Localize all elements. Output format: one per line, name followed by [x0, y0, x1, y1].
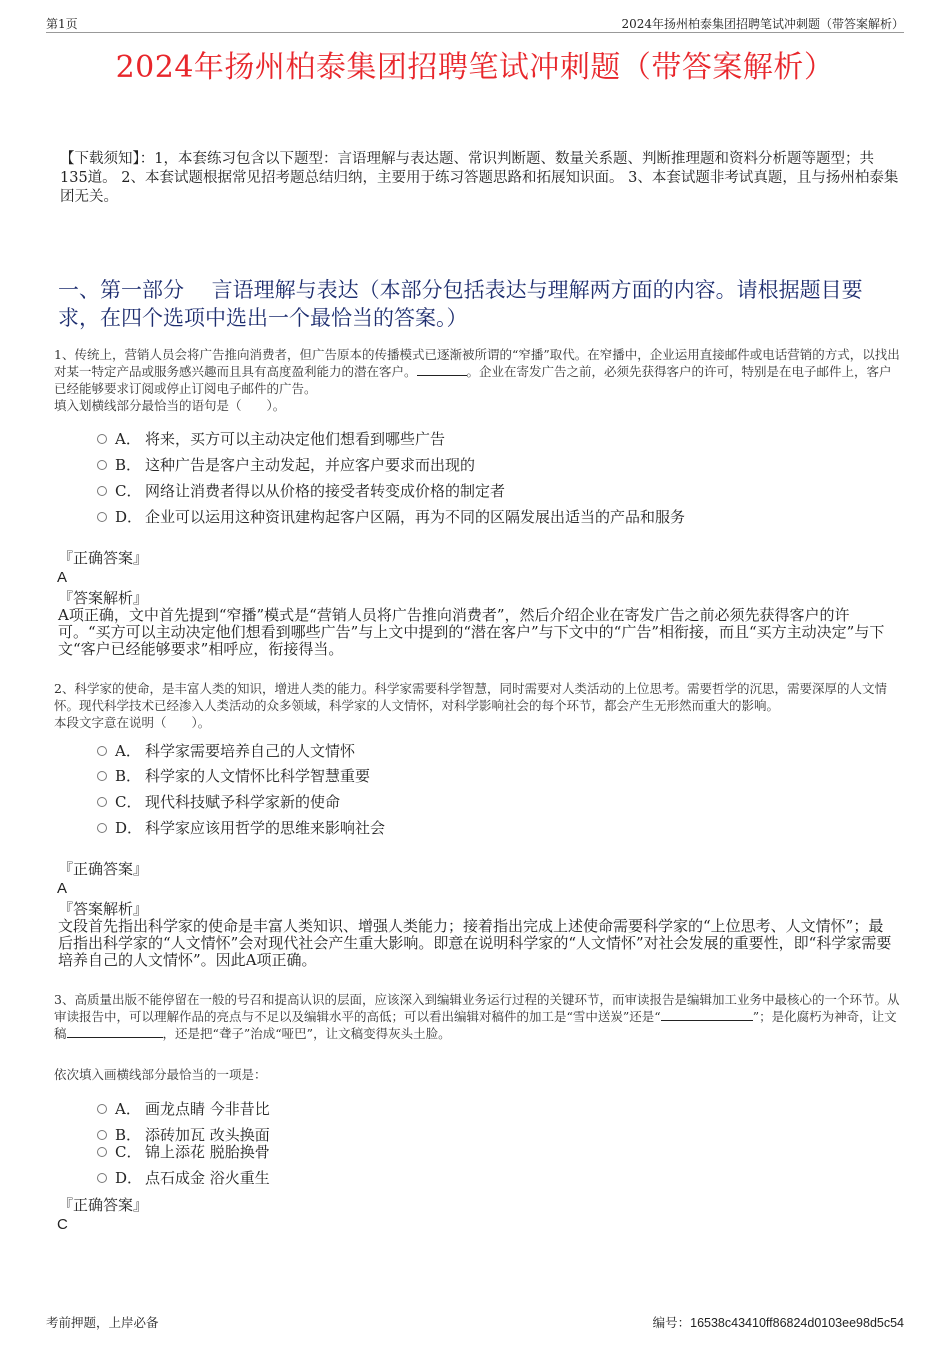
- question-2-option-d[interactable]: D． 科学家应该用哲学的思维来影响社会: [97, 818, 385, 838]
- question-3-option-d[interactable]: D． 点石成金 浴火重生: [97, 1168, 270, 1188]
- radio-icon[interactable]: [97, 1130, 107, 1140]
- question-1-option-c[interactable]: C． 网络让消费者得以从价格的接受者转变成价格的制定者: [97, 481, 505, 501]
- question-2-analysis: 文段首先指出科学家的使命是丰富人类知识、增强人类能力；接着指出完成上述使命需要科学家的“上位思考、人文情怀”；最后指出科学家的“人文情怀”会对现代社会产生重大影响。即意在说明科学家的“人文情怀”对社会发展的重要性，即“科学家需要培养自己的人文情怀”。因此A项正确。: [58, 917, 892, 969]
- question-2-option-a[interactable]: A． 科学家需要培养自己的人文情怀: [97, 741, 355, 761]
- question-3-answer: C: [57, 1216, 68, 1233]
- question-2-prompt: 本段文字意在说明（ ）。: [54, 715, 211, 730]
- question-2-option-c[interactable]: C． 现代科技赋予科学家新的使命: [97, 792, 340, 812]
- question-1-option-d[interactable]: D． 企业可以运用这种资讯建构起客户区隔，再为不同的区隔发展出适当的产品和服务: [97, 507, 685, 527]
- question-3-text-a: 3、高质量出版不能停留在一般的号召和提高认识的层面，应该深入到编辑业务运行过程的关键环节，而审读报告是编辑加工业务中最核心的一个环节。从审读报告中，可以理解作品的亮点与不足以及编辑水平的高低；可以看出编辑对稿件的加工是“雪中送炭”还是“: [54, 992, 900, 1024]
- question-3-prompt: 依次填入画横线部分最恰当的一项是：: [54, 1067, 267, 1082]
- page-number: 第1页: [46, 17, 78, 31]
- radio-icon[interactable]: [97, 1173, 107, 1183]
- question-3-blank-2: [67, 1025, 163, 1038]
- question-3-option-c[interactable]: C． 锦上添花 脱胎换骨: [97, 1142, 270, 1162]
- question-1-option-a[interactable]: A． 将来，买方可以主动决定他们想看到哪些广告: [97, 429, 445, 449]
- question-3-blank-1: [661, 1008, 753, 1021]
- question-1-text-a: 1、传统上，营销人员会将广告推向消费者，但广告原本的传播模式已逐渐被所谓的“窄播”取代。在窄播中，企业运用直接邮件或电话营销的方式，以找出对某一特定产品或服务感兴趣而且具有高度盈利能力的潜在客户。: [54, 347, 900, 379]
- question-3-option-a[interactable]: A． 画龙点睛 今非昔比: [97, 1099, 270, 1119]
- download-notice: 【下载须知】：1，本套练习包含以下题型：言语理解与表达题、常识判断题、数量关系题、判断推理题和资料分析题等题型；共135道。 2、本套试题根据常见招考题总结归纳，主要用于练习答题思路和拓展知识面。 3、本套试题非考试真题，且与扬州柏泰集团无关。: [60, 151, 899, 205]
- footer-code-block: [653, 1313, 904, 1331]
- question-2-analysis-label: 『答案解析』: [58, 900, 149, 918]
- radio-icon[interactable]: [97, 797, 107, 807]
- question-2-option-b[interactable]: B． 科学家的人文情怀比科学智慧重要: [97, 766, 370, 786]
- radio-icon[interactable]: [97, 1147, 107, 1157]
- radio-icon[interactable]: [97, 434, 107, 444]
- footer-code-label: 编号：: [652, 1315, 691, 1330]
- question-3-stem: [54, 991, 900, 1042]
- question-1-answer-label: 『正确答案』: [58, 549, 149, 567]
- question-1-prompt: 填入划横线部分最恰当的语句是（ ）。: [54, 398, 286, 413]
- footer-code: 16538c43410ff86824d0103ee98d5c54: [690, 1316, 904, 1330]
- page-header: [46, 14, 904, 33]
- question-1-text-b: 。企业在寄发广告之前，必须先获得客户的许可，特别是在电子邮件上，客户已经能够要求订阅或停止订阅电子邮件的广告。: [54, 364, 892, 396]
- radio-icon[interactable]: [97, 746, 107, 756]
- footer-slogan: 考前押题，上岸必备: [46, 1315, 159, 1330]
- radio-icon[interactable]: [97, 460, 107, 470]
- question-2-answer: A: [57, 880, 68, 897]
- question-1-analysis-label: 『答案解析』: [58, 589, 149, 607]
- header-doc-title: 2024年扬州柏泰集团招聘笔试冲刺题（带答案解析）: [621, 17, 904, 31]
- question-2-stem: [54, 680, 900, 731]
- radio-icon[interactable]: [97, 771, 107, 781]
- question-3-answer-label: 『正确答案』: [58, 1196, 149, 1214]
- question-1-analysis: A项正确，文中首先提到“窄播”模式是“营销人员将广告推向消费者”，然后介绍企业在寄发广告之前必须先获得客户的许可。“买方可以主动决定他们想看到哪些广告”与上文中提到的“潜在客户”与下文中的“广告”相衔接，而且“买方主动决定”与下文“客户已经能够要求”相呼应，衔接得当。: [58, 606, 885, 658]
- question-2-answer-label: 『正确答案』: [58, 860, 149, 878]
- section-heading: 一、第一部分 言语理解与表达（本部分包括表达与理解两方面的内容。请根据题目要求，在四个选项中选出一个最恰当的答案。）: [58, 278, 863, 330]
- radio-icon[interactable]: [97, 512, 107, 522]
- question-3-text-b: ”；是化腐朽为神奇，让文稿: [54, 1009, 897, 1041]
- question-1-blank: [417, 363, 467, 376]
- question-2-text: 2、科学家的使命，是丰富人类的知识，增进人类的能力。科学家需要科学智慧，同时需要对人类活动的上位思考。需要哲学的沉思，需要深厚的人文情怀。现代科学技术已经渗入人类活动的众多领域，科学家的人文情怀，对科学影响社会的每个环节，都会产生无形然而重大的影响。: [54, 681, 887, 713]
- radio-icon[interactable]: [97, 486, 107, 496]
- question-3-text-c: ，还是把“聋子”治成“哑巴”，让文稿变得灰头土脸。: [162, 1026, 451, 1041]
- document-title: 2024年扬州柏泰集团招聘笔试冲刺题（带答案解析）: [115, 50, 835, 85]
- question-1-option-b[interactable]: B． 这种广告是客户主动发起，并应客户要求而出现的: [97, 455, 475, 475]
- question-1-answer: A: [57, 569, 68, 586]
- radio-icon[interactable]: [97, 1104, 107, 1114]
- page-footer: [46, 1313, 904, 1331]
- question-1-stem: [54, 346, 900, 414]
- question-3-option-b[interactable]: B． 添砖加瓦 改头换面: [97, 1125, 270, 1145]
- radio-icon[interactable]: [97, 823, 107, 833]
